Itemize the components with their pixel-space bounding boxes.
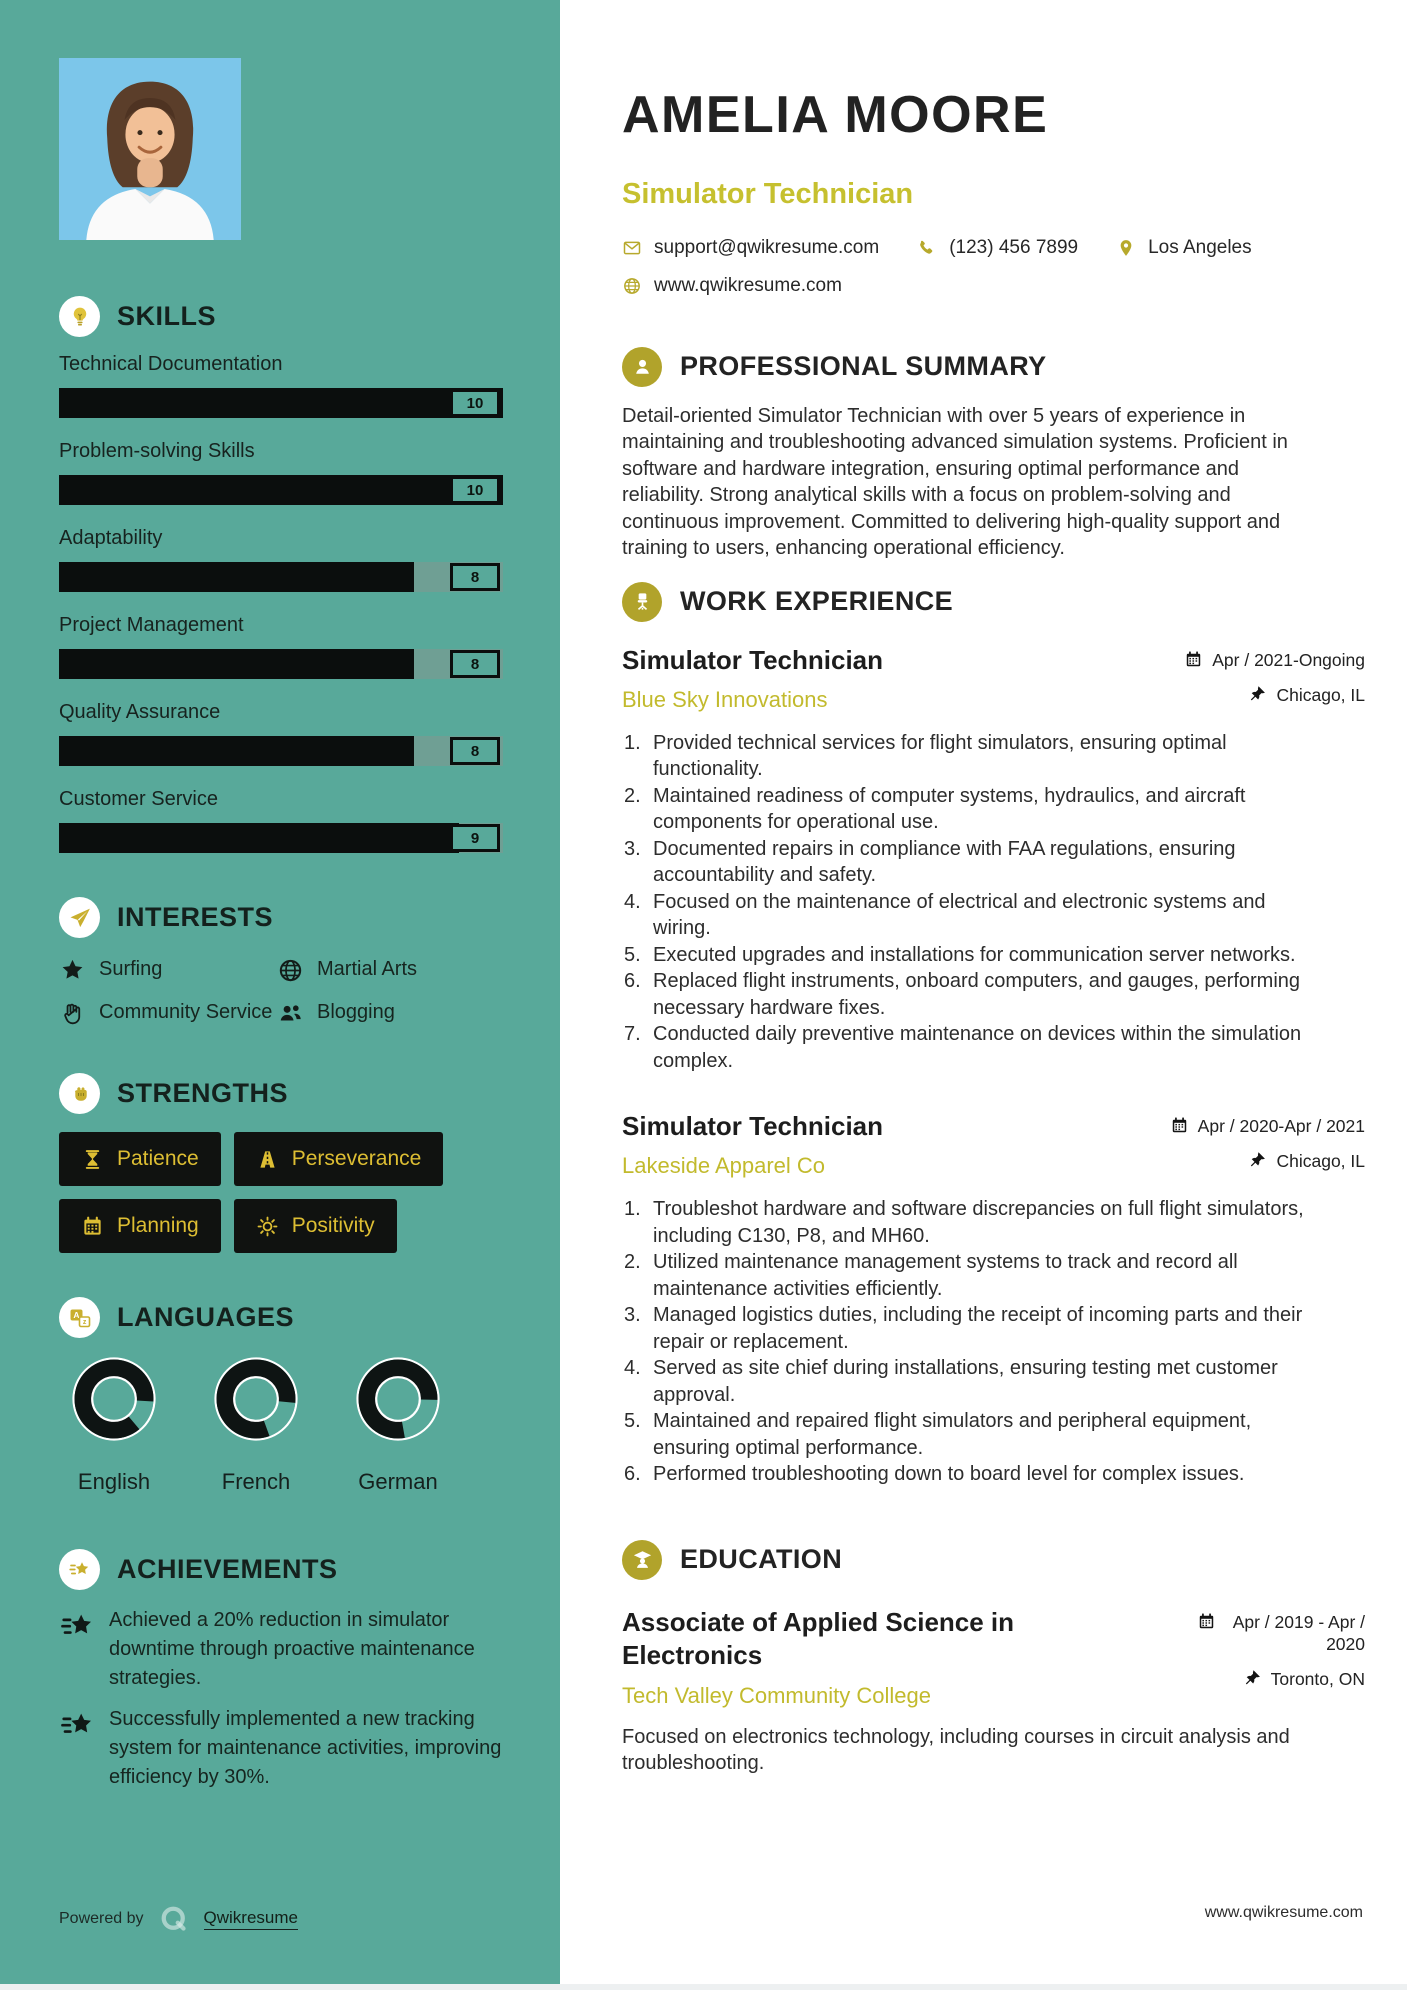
- languages-section: [59, 1297, 503, 1495]
- skill-row: [59, 614, 503, 679]
- interest-label: Surfing: [99, 958, 163, 980]
- fist-icon: [59, 1073, 100, 1114]
- people-icon: [277, 1000, 304, 1027]
- strength-pill: [59, 1132, 221, 1186]
- strength-pill: [234, 1199, 397, 1253]
- language-name: French: [221, 1469, 291, 1494]
- education-dates: Apr / 2019 - Apr / 2020: [1232, 1611, 1365, 1654]
- skill-bar-fill: [59, 562, 414, 592]
- achievements-header: [59, 1549, 503, 1590]
- calendar-grid-icon: [81, 1215, 104, 1238]
- job-bullet: Served as site chief during installations, ensuring testing met customer approval.: [653, 1357, 1278, 1406]
- sidebar: [0, 0, 560, 1990]
- education-section: [622, 1540, 1365, 1777]
- job-company: Blue Sky Innovations: [622, 686, 828, 712]
- map-pin-icon: [1116, 238, 1136, 258]
- languages-list: [69, 1354, 503, 1495]
- skill-bar: [59, 562, 503, 592]
- person-icon: [622, 347, 662, 387]
- powered-by: [59, 1904, 298, 1934]
- job-bullet: Maintained and repaired flight simulators and peripheral equipment, ensuring optimal performance.: [653, 1410, 1252, 1459]
- education-header: [622, 1540, 1365, 1580]
- strength-label: Planning: [117, 1214, 199, 1237]
- road-icon: [256, 1148, 279, 1171]
- qwikresume-logo-icon: [159, 1904, 189, 1934]
- contact-item: [622, 237, 879, 259]
- skill-score-badge: 9: [450, 824, 500, 852]
- sun-icon: [256, 1215, 279, 1238]
- job-role: Simulator Technician: [622, 1111, 884, 1142]
- achievements-list: [59, 1606, 503, 1792]
- skill-bar-fill: [59, 736, 414, 766]
- contact-text[interactable]: support@qwikresume.com: [654, 236, 880, 258]
- achievements-section: [59, 1549, 503, 1792]
- work-header: [622, 582, 1365, 622]
- job-dates: Apr / 2021-Ongoing: [1212, 649, 1365, 670]
- skill-bar: [59, 388, 503, 418]
- work-title: WORK EXPERIENCE: [680, 586, 954, 617]
- summary-header: [622, 347, 1365, 387]
- job-bullet: Documented repairs in compliance with FAA regulations, ensuring accountability and safety.: [653, 837, 1236, 887]
- job-bullet: Performed troubleshooting down to board level for complex issues.: [653, 1463, 1245, 1486]
- profile-photo-illustration: [59, 58, 241, 240]
- job-location: Chicago, IL: [1276, 1151, 1365, 1172]
- language-name: German: [358, 1469, 438, 1494]
- hand-icon: [59, 1000, 86, 1027]
- calendar-icon: [1197, 1612, 1216, 1631]
- skill-score-badge: 8: [450, 737, 500, 765]
- skill-score-badge: 8: [450, 650, 500, 678]
- languages-title: LANGUAGES: [117, 1302, 295, 1332]
- achievement-item: [59, 1606, 503, 1693]
- shooting-star-icon: [59, 1549, 100, 1590]
- interests-list: [59, 956, 503, 1027]
- job-location-row: [1248, 1150, 1365, 1172]
- job-bullet: Executed upgrades and installations for communication server networks.: [653, 943, 1296, 966]
- language-item: [69, 1354, 159, 1495]
- profile-photo: [59, 58, 241, 240]
- skills-section: [59, 296, 503, 853]
- interest-label: Community Service: [99, 1001, 273, 1023]
- education-school: Tech Valley Community College: [622, 1682, 931, 1708]
- headline-job-title: Simulator Technician: [622, 177, 914, 210]
- interest-item: [277, 956, 503, 984]
- jobs-list: [622, 644, 1365, 1488]
- powered-by-label: Powered by: [59, 1910, 144, 1927]
- interest-label: Blogging: [317, 1001, 395, 1023]
- summary-title: PROFESSIONAL SUMMARY: [680, 351, 1047, 382]
- skill-bar: [59, 649, 503, 679]
- skill-score-badge: 10: [450, 389, 500, 417]
- skill-bar: [59, 823, 503, 853]
- strength-pill: [234, 1132, 444, 1186]
- job-meta: [1115, 1110, 1365, 1180]
- achievements-title: ACHIEVEMENTS: [117, 1554, 338, 1584]
- strengths-header: [59, 1073, 503, 1114]
- envelope-icon: [622, 238, 642, 258]
- job-bullet: Focused on the maintenance of electrical and electronic systems and wiring.: [653, 890, 1266, 940]
- interest-item: [277, 999, 503, 1027]
- skill-bar-fill: [59, 823, 459, 853]
- education-title: EDUCATION: [680, 1544, 843, 1575]
- job-bullet: Replaced flight instruments, onboard computers, and gauges, performing necessary hardware fixes.: [653, 970, 1301, 1019]
- achievement-text: Successfully implemented a new tracking system for maintenance activities, improving efficiency by 30%.: [109, 1708, 502, 1788]
- globe-icon: [277, 957, 304, 984]
- skill-label: Adaptability: [59, 527, 163, 549]
- job-bullet: Utilized maintenance management systems to track and record all maintenance activities efficiently.: [653, 1251, 1238, 1300]
- shooting-star-icon: [59, 1707, 97, 1745]
- job-company: Lakeside Apparel Co: [622, 1153, 826, 1179]
- contact-text[interactable]: (123) 456 7899: [949, 236, 1079, 258]
- translate-icon: [59, 1297, 100, 1338]
- interest-item: [59, 956, 277, 984]
- education-location: Toronto, ON: [1270, 1668, 1365, 1689]
- skill-bar-fill: [59, 475, 503, 505]
- job-entry: [622, 644, 1365, 1075]
- job-location-row: [1248, 684, 1365, 706]
- contact-list: [622, 237, 1312, 297]
- skill-score-badge: 10: [450, 476, 500, 504]
- education-degree: Associate of Applied Science in Electronics: [622, 1606, 1015, 1670]
- contact-item: [622, 275, 842, 297]
- calendar-icon: [1170, 1116, 1189, 1135]
- skill-label: Customer Service: [59, 788, 218, 810]
- skills-list: [59, 353, 503, 853]
- pushpin-icon: [1243, 1669, 1262, 1688]
- languages-header: [59, 1297, 503, 1338]
- contact-text[interactable]: www.qwikresume.com: [654, 274, 842, 296]
- contact-text[interactable]: Los Angeles: [1148, 236, 1252, 258]
- skill-bar: [59, 736, 503, 766]
- office-chair-icon: [622, 582, 662, 622]
- strengths-title: STRENGTHS: [117, 1078, 289, 1108]
- achievement-text: Achieved a 20% reduction in simulator downtime through proactive maintenance strategies.: [109, 1609, 475, 1689]
- education-meta: [1115, 1606, 1365, 1710]
- job-bullets: [622, 1196, 1312, 1488]
- interest-label: Martial Arts: [317, 958, 418, 980]
- skill-label: Project Management: [59, 614, 244, 636]
- paper-plane-icon: [59, 897, 100, 938]
- svg-text:z: z: [82, 1318, 86, 1326]
- phone-icon: [917, 238, 937, 258]
- skill-bar: [59, 475, 503, 505]
- star-icon: [59, 957, 86, 984]
- job-dates-row: [1184, 649, 1365, 671]
- page-title: AMELIA MOORE: [622, 85, 1049, 144]
- contact-item: [917, 237, 1078, 259]
- hourglass-icon: [81, 1148, 104, 1171]
- education-dates-row: [1197, 1611, 1365, 1655]
- strength-label: Positivity: [291, 1214, 375, 1237]
- skills-header: [59, 296, 503, 337]
- language-donut-chart: [69, 1431, 159, 1448]
- graduation-icon: [622, 1540, 662, 1580]
- job-dates: Apr / 2020-Apr / 2021: [1197, 1116, 1365, 1137]
- strengths-section: [59, 1073, 503, 1253]
- job-dates-row: [1170, 1115, 1365, 1137]
- summary-section: [622, 347, 1365, 562]
- skill-row: [59, 353, 503, 418]
- job-location: Chicago, IL: [1276, 684, 1365, 705]
- work-section: [622, 582, 1365, 1488]
- svg-text:A: A: [72, 1309, 80, 1320]
- job-bullet: Maintained readiness of computer systems, hydraulics, and aircraft components for operational use.: [653, 784, 1246, 834]
- globe-icon: [622, 276, 642, 296]
- job-bullet: Managed logistics duties, including the receipt of incoming parts and their repair or replacement.: [653, 1304, 1303, 1353]
- job-role: Simulator Technician: [622, 644, 884, 675]
- contact-item: [1116, 237, 1252, 259]
- job-meta: [1115, 644, 1365, 714]
- job-bullet: Provided technical services for flight simulators, ensuring optimal functionality.: [653, 731, 1227, 781]
- interest-item: [59, 999, 277, 1027]
- qwikresume-brand-link[interactable]: Qwikresume: [204, 1908, 298, 1930]
- interests-title: INTERESTS: [117, 902, 274, 932]
- main-column: [560, 0, 1407, 1777]
- pushpin-icon: [1248, 1151, 1267, 1170]
- pushpin-icon: [1248, 685, 1267, 704]
- language-item: [353, 1354, 443, 1495]
- language-donut-chart: [353, 1431, 443, 1448]
- strength-label: Patience: [117, 1147, 199, 1170]
- language-item: [211, 1354, 301, 1495]
- language-donut-chart: [211, 1431, 301, 1448]
- skill-row: [59, 701, 503, 766]
- job-entry: [622, 1110, 1365, 1488]
- skill-score-badge: 8: [450, 563, 500, 591]
- skill-label: Technical Documentation: [59, 353, 283, 375]
- shooting-star-icon: [59, 1608, 97, 1646]
- footer-url[interactable]: www.qwikresume.com: [1204, 1904, 1363, 1921]
- skill-row: [59, 527, 503, 592]
- education-location-row: [1243, 1668, 1365, 1690]
- language-name: English: [77, 1469, 151, 1494]
- job-bullet: Conducted daily preventive maintenance on devices within the simulation complex.: [653, 1023, 1302, 1072]
- lightbulb-icon: [59, 296, 100, 337]
- skill-bar-fill: [59, 388, 503, 418]
- skill-label: Quality Assurance: [59, 701, 221, 723]
- education-description: Focused on electronics technology, including courses in circuit analysis and troubleshooting.: [622, 1725, 1290, 1775]
- job-bullets: [622, 730, 1312, 1075]
- achievement-item: [59, 1705, 503, 1792]
- interests-section: [59, 897, 503, 1027]
- interests-header: [59, 897, 503, 938]
- skill-bar-fill: [59, 649, 414, 679]
- strengths-list: [59, 1132, 459, 1253]
- skill-row: [59, 788, 503, 853]
- strength-label: Perseverance: [291, 1147, 422, 1170]
- job-bullet: Troubleshot hardware and software discrepancies on full flight simulators, including C130, P8, and MH60.: [653, 1198, 1304, 1247]
- education-entry: [622, 1606, 1365, 1777]
- skill-row: [59, 440, 503, 505]
- skills-title: SKILLS: [117, 301, 217, 331]
- calendar-icon: [1184, 650, 1203, 669]
- strength-pill: [59, 1199, 221, 1253]
- skill-label: Problem-solving Skills: [59, 440, 255, 462]
- summary-text: Detail-oriented Simulator Technician with over 5 years of experience in maintaining and troubleshooting advanced simulation systems. Proficient in software and hardware integration, ensuring optimal performance and reliability. Strong analytical skills with a focus on problem-solving and continuous improvement. Committed to delivering high-quality support and training to users, enhancing operational efficiency.: [622, 404, 1288, 560]
